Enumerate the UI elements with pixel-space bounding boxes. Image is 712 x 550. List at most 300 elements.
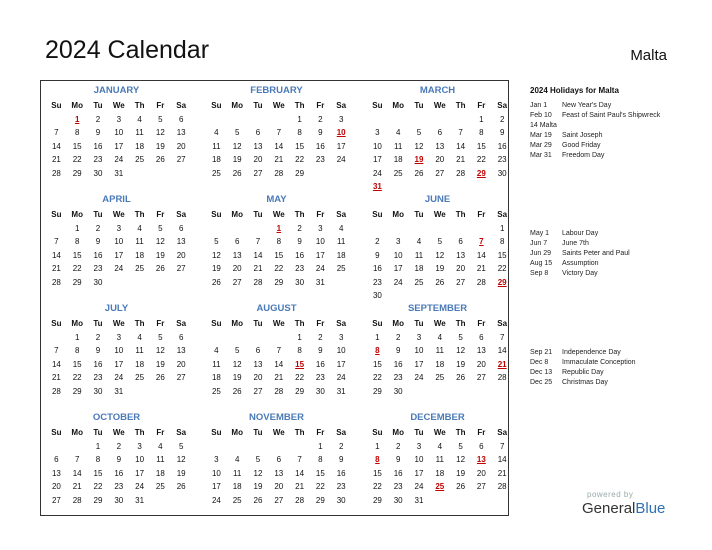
month-september bbox=[367, 302, 513, 398]
day-cell: 19 bbox=[176, 468, 186, 478]
weekday-label: Tu bbox=[93, 319, 103, 328]
week-row bbox=[367, 289, 513, 303]
day-cell bbox=[171, 167, 192, 181]
day-cell: 17 bbox=[114, 359, 124, 369]
day-cell bbox=[471, 494, 492, 508]
day-cell: 18 bbox=[135, 359, 145, 369]
weekday-label: Fr bbox=[316, 428, 325, 437]
week-row bbox=[46, 358, 192, 372]
month-january bbox=[46, 84, 192, 180]
day-cell: 11 bbox=[233, 468, 242, 478]
day-cell: 23 bbox=[393, 373, 403, 382]
weekday-label: Su bbox=[372, 101, 383, 110]
month-april bbox=[46, 193, 192, 289]
week-row bbox=[206, 126, 352, 140]
day-cell: 24 bbox=[414, 373, 424, 382]
day-cell: 16 bbox=[315, 359, 325, 369]
holiday-date: Aug 15 bbox=[530, 260, 553, 267]
day-cell: 9 bbox=[95, 237, 101, 246]
day-cell: 4 bbox=[437, 332, 443, 342]
weekday-label: We bbox=[433, 428, 446, 437]
week-row bbox=[367, 331, 513, 345]
day-cell: 4 bbox=[158, 441, 163, 451]
weekday-label: Th bbox=[134, 210, 145, 219]
day-cell: 4 bbox=[214, 346, 219, 355]
day-cell bbox=[248, 113, 269, 127]
day-cell: 6 bbox=[458, 237, 463, 246]
day-cell bbox=[471, 222, 492, 236]
day-cell: 11 bbox=[135, 237, 144, 246]
brand-blue: Blue bbox=[635, 500, 666, 517]
day-cell: 1 bbox=[375, 332, 380, 342]
day-cell: 15 bbox=[315, 468, 325, 478]
day-cell: 5 bbox=[178, 441, 184, 451]
day-cell bbox=[388, 180, 409, 194]
day-cell: 13 bbox=[476, 346, 486, 355]
week-row bbox=[46, 126, 192, 140]
day-cell: 26 bbox=[155, 155, 165, 164]
day-cell: 17 bbox=[336, 141, 346, 151]
holiday-list bbox=[530, 101, 705, 161]
day-cell: 12 bbox=[232, 141, 242, 151]
weekday-label: Mo bbox=[231, 101, 243, 110]
day-cell: 6 bbox=[178, 332, 184, 342]
holiday-day-cell: 19 bbox=[414, 155, 424, 164]
holiday-date: 14 Malta bbox=[530, 122, 557, 129]
day-cell: 5 bbox=[158, 223, 163, 233]
day-cell: 5 bbox=[416, 128, 422, 137]
day-cell: 18 bbox=[414, 264, 424, 273]
weekday-label: Th bbox=[134, 319, 145, 328]
day-cell: 18 bbox=[155, 468, 165, 478]
day-cell: 2 bbox=[95, 332, 101, 342]
day-cell: 16 bbox=[315, 141, 325, 151]
week-row bbox=[206, 358, 352, 372]
day-cell: 2 bbox=[297, 223, 302, 233]
day-cell: 30 bbox=[93, 277, 103, 287]
day-cell: 17 bbox=[372, 155, 382, 164]
day-cell: 30 bbox=[114, 495, 124, 505]
holiday-name: Independence Day bbox=[562, 349, 621, 356]
day-cell: 26 bbox=[232, 386, 242, 396]
day-cell: 24 bbox=[114, 155, 124, 164]
day-cell: 16 bbox=[114, 468, 124, 478]
day-cell: 8 bbox=[276, 237, 282, 246]
weekday-label: Fr bbox=[156, 428, 165, 437]
day-cell bbox=[388, 289, 409, 303]
weekday-label: Th bbox=[455, 210, 466, 219]
day-cell: 11 bbox=[414, 250, 424, 260]
weekday-header bbox=[367, 208, 513, 222]
weekday-header bbox=[46, 317, 192, 331]
month-name: NOVEMBER bbox=[249, 412, 304, 423]
day-cell bbox=[409, 385, 430, 399]
week-row bbox=[206, 371, 352, 385]
weekday-label: Sa bbox=[176, 319, 187, 328]
day-cell: 16 bbox=[93, 250, 103, 260]
day-cell: 26 bbox=[176, 482, 186, 491]
week-row bbox=[206, 249, 352, 263]
day-cell: 24 bbox=[414, 482, 424, 491]
day-cell: 8 bbox=[318, 455, 323, 464]
day-cell: 20 bbox=[176, 359, 186, 369]
month-name: JULY bbox=[104, 303, 129, 314]
weekday-label: Su bbox=[211, 210, 222, 219]
day-cell: 13 bbox=[253, 359, 263, 369]
day-cell bbox=[248, 440, 269, 454]
day-cell: 28 bbox=[497, 373, 507, 382]
day-cell bbox=[46, 113, 67, 127]
day-cell: 16 bbox=[93, 141, 103, 151]
week-row bbox=[367, 480, 513, 494]
day-cell: 25 bbox=[393, 168, 403, 178]
day-cell bbox=[150, 385, 171, 399]
day-cell: 1 bbox=[318, 441, 323, 451]
day-cell: 1 bbox=[74, 332, 80, 342]
holiday-date: Jun 29 bbox=[530, 250, 552, 257]
day-cell: 1 bbox=[375, 441, 380, 451]
day-cell: 27 bbox=[176, 373, 186, 382]
week-row bbox=[46, 222, 192, 236]
day-cell: 3 bbox=[416, 441, 422, 451]
holiday-day-cell: 29 bbox=[497, 277, 507, 287]
day-cell: 22 bbox=[274, 264, 284, 273]
day-cell: 14 bbox=[476, 250, 486, 260]
day-cell: 21 bbox=[456, 155, 466, 164]
week-row bbox=[206, 222, 352, 236]
holiday-item bbox=[530, 151, 705, 161]
day-cell: 11 bbox=[156, 455, 165, 464]
day-cell: 19 bbox=[232, 373, 242, 382]
weekday-label: Sa bbox=[176, 210, 187, 219]
day-cell: 26 bbox=[435, 277, 445, 287]
day-cell bbox=[367, 113, 388, 127]
day-cell: 27 bbox=[456, 277, 466, 287]
day-cell: 9 bbox=[395, 455, 401, 464]
holiday-item bbox=[530, 141, 705, 151]
day-cell: 18 bbox=[135, 250, 145, 260]
holiday-day-cell: 13 bbox=[476, 455, 486, 464]
weekday-label: Sa bbox=[176, 101, 187, 110]
weekday-label: Sa bbox=[336, 428, 347, 437]
day-cell: 24 bbox=[393, 277, 403, 287]
holiday-name: Saints Peter and Paul bbox=[562, 250, 630, 257]
day-cell bbox=[108, 276, 129, 290]
weekday-label: Mo bbox=[231, 319, 243, 328]
holiday-list bbox=[530, 348, 705, 388]
day-cell: 6 bbox=[255, 128, 261, 137]
day-cell: 29 bbox=[72, 168, 82, 178]
day-cell bbox=[268, 331, 289, 345]
day-cell: 5 bbox=[214, 237, 219, 246]
day-cell: 27 bbox=[51, 495, 61, 505]
day-cell: 18 bbox=[135, 141, 145, 151]
day-cell: 15 bbox=[72, 141, 82, 151]
day-cell: 22 bbox=[372, 373, 382, 382]
day-cell: 14 bbox=[51, 250, 61, 260]
day-cell: 1 bbox=[74, 223, 80, 233]
weekday-label: Mo bbox=[231, 428, 243, 437]
day-cell: 11 bbox=[212, 141, 221, 151]
day-cell: 19 bbox=[253, 482, 263, 491]
generalblue-logo[interactable] bbox=[582, 500, 665, 517]
holiday-date: Feb 10 bbox=[530, 112, 552, 119]
day-cell: 4 bbox=[137, 332, 142, 342]
day-cell: 19 bbox=[456, 359, 466, 369]
weekday-label: Tu bbox=[253, 101, 263, 110]
week-row bbox=[367, 344, 513, 358]
day-cell: 30 bbox=[336, 495, 346, 505]
week-row bbox=[46, 113, 192, 127]
day-cell: 23 bbox=[315, 373, 325, 382]
week-row bbox=[46, 494, 192, 508]
day-cell: 21 bbox=[497, 468, 507, 478]
day-cell: 15 bbox=[372, 468, 382, 478]
holiday-item bbox=[530, 121, 705, 131]
holiday-day-cell: 8 bbox=[375, 455, 380, 464]
month-july bbox=[46, 302, 192, 398]
week-row bbox=[367, 453, 513, 467]
day-cell: 25 bbox=[135, 373, 145, 382]
day-cell: 11 bbox=[337, 237, 346, 246]
day-cell: 7 bbox=[255, 237, 261, 246]
weekday-label: We bbox=[433, 101, 446, 110]
day-cell bbox=[227, 331, 248, 345]
week-row bbox=[367, 494, 513, 508]
week-row bbox=[367, 249, 513, 263]
day-cell: 22 bbox=[72, 373, 82, 382]
day-cell: 15 bbox=[295, 141, 305, 151]
day-cell bbox=[450, 289, 471, 303]
weekday-label: Fr bbox=[477, 428, 486, 437]
day-cell: 9 bbox=[297, 237, 302, 246]
holiday-date: May 1 bbox=[530, 230, 550, 237]
month-name: SEPTEMBER bbox=[407, 303, 468, 314]
day-cell: 3 bbox=[116, 332, 122, 342]
day-cell: 17 bbox=[336, 359, 346, 369]
week-row bbox=[206, 153, 352, 167]
month-may bbox=[206, 193, 352, 289]
weekday-label: Mo bbox=[71, 210, 83, 219]
day-cell: 16 bbox=[393, 359, 403, 369]
day-cell: 29 bbox=[72, 277, 82, 287]
day-cell: 12 bbox=[155, 346, 165, 355]
day-cell: 8 bbox=[499, 237, 505, 246]
day-cell: 6 bbox=[479, 441, 484, 451]
weekday-header bbox=[206, 426, 352, 440]
day-cell: 7 bbox=[499, 332, 505, 342]
day-cell: 21 bbox=[295, 482, 305, 491]
day-cell: 24 bbox=[336, 155, 346, 164]
month-name: DECEMBER bbox=[410, 412, 465, 423]
day-cell: 6 bbox=[54, 455, 59, 464]
holiday-name: Saint Joseph bbox=[562, 132, 603, 139]
day-cell: 15 bbox=[274, 250, 284, 260]
week-row bbox=[46, 467, 192, 481]
day-cell: 20 bbox=[476, 359, 486, 369]
day-cell bbox=[171, 494, 192, 508]
day-cell bbox=[248, 222, 269, 236]
day-cell bbox=[46, 331, 67, 345]
day-cell: 10 bbox=[114, 346, 124, 355]
weekday-label: Fr bbox=[477, 101, 486, 110]
day-cell: 2 bbox=[395, 441, 401, 451]
day-cell: 24 bbox=[315, 264, 325, 273]
day-cell: 3 bbox=[318, 223, 323, 233]
weekday-label: Mo bbox=[71, 319, 83, 328]
day-cell: 12 bbox=[155, 128, 165, 137]
day-cell: 29 bbox=[72, 386, 82, 396]
day-cell: 14 bbox=[72, 468, 82, 478]
day-cell bbox=[206, 113, 227, 127]
day-cell bbox=[492, 385, 513, 399]
day-cell: 25 bbox=[135, 264, 145, 273]
weekday-label: Su bbox=[211, 428, 222, 437]
day-cell: 21 bbox=[274, 155, 284, 164]
day-cell: 28 bbox=[274, 168, 284, 178]
day-cell: 26 bbox=[253, 495, 263, 505]
day-cell: 20 bbox=[51, 482, 61, 491]
day-cell bbox=[331, 276, 352, 290]
holiday-name: Good Friday bbox=[562, 142, 601, 149]
day-cell: 17 bbox=[393, 264, 403, 273]
month-name: JUNE bbox=[424, 194, 451, 205]
day-cell: 22 bbox=[372, 482, 382, 491]
day-cell: 3 bbox=[395, 237, 401, 246]
day-cell: 2 bbox=[95, 114, 101, 124]
day-cell: 15 bbox=[497, 250, 507, 260]
weekday-label: We bbox=[112, 210, 125, 219]
weekday-label: Tu bbox=[93, 210, 103, 219]
day-cell bbox=[450, 113, 471, 127]
weekday-label: Su bbox=[51, 428, 62, 437]
weekday-label: Th bbox=[134, 428, 145, 437]
day-cell: 10 bbox=[211, 468, 221, 478]
holiday-day-cell: 29 bbox=[476, 168, 486, 178]
day-cell: 31 bbox=[114, 386, 124, 396]
day-cell: 13 bbox=[176, 237, 186, 246]
day-cell: 12 bbox=[253, 468, 263, 478]
day-cell bbox=[150, 167, 171, 181]
day-cell: 8 bbox=[297, 346, 302, 355]
weekday-label: We bbox=[112, 101, 125, 110]
day-cell bbox=[129, 385, 150, 399]
day-cell: 7 bbox=[297, 455, 302, 464]
day-cell: 14 bbox=[51, 141, 61, 151]
month-march bbox=[367, 84, 513, 194]
day-cell: 15 bbox=[476, 141, 486, 151]
day-cell: 17 bbox=[114, 141, 124, 151]
week-row bbox=[206, 331, 352, 345]
day-cell bbox=[331, 167, 352, 181]
day-cell bbox=[227, 222, 248, 236]
day-cell: 1 bbox=[297, 332, 302, 342]
day-cell bbox=[206, 440, 227, 454]
day-cell: 16 bbox=[93, 359, 103, 369]
day-cell bbox=[248, 331, 269, 345]
weekday-label: Su bbox=[211, 319, 222, 328]
week-row bbox=[46, 480, 192, 494]
month-name: MAY bbox=[266, 194, 287, 205]
weekday-label: Su bbox=[372, 428, 383, 437]
day-cell: 6 bbox=[178, 223, 184, 233]
holiday-day-cell: 15 bbox=[295, 359, 305, 369]
day-cell: 23 bbox=[295, 264, 305, 273]
day-cell bbox=[310, 167, 331, 181]
weekday-header bbox=[206, 99, 352, 113]
weekday-label: We bbox=[112, 428, 125, 437]
month-name: MARCH bbox=[419, 85, 456, 96]
day-cell bbox=[429, 180, 450, 194]
day-cell: 27 bbox=[274, 495, 284, 505]
day-cell: 13 bbox=[274, 468, 284, 478]
day-cell: 6 bbox=[255, 346, 261, 355]
day-cell: 21 bbox=[51, 264, 61, 273]
day-cell: 29 bbox=[93, 495, 103, 505]
holiday-date: Sep 8 bbox=[530, 270, 549, 277]
weekday-label: We bbox=[112, 319, 125, 328]
day-cell: 1 bbox=[297, 114, 302, 124]
holiday-date: Jan 1 bbox=[530, 102, 548, 109]
day-cell bbox=[206, 331, 227, 345]
week-row bbox=[206, 167, 352, 181]
day-cell: 9 bbox=[318, 128, 323, 137]
holiday-item bbox=[530, 239, 705, 249]
day-cell: 3 bbox=[338, 332, 344, 342]
day-cell: 12 bbox=[456, 455, 466, 464]
day-cell: 9 bbox=[95, 128, 101, 137]
day-cell: 28 bbox=[274, 386, 284, 396]
weekday-label: Mo bbox=[392, 319, 404, 328]
day-cell: 26 bbox=[414, 168, 424, 178]
day-cell: 15 bbox=[93, 468, 103, 478]
day-cell: 2 bbox=[395, 332, 401, 342]
day-cell: 24 bbox=[372, 168, 382, 178]
day-cell bbox=[289, 440, 310, 454]
day-cell: 4 bbox=[395, 128, 401, 137]
day-cell: 8 bbox=[74, 128, 80, 137]
day-cell bbox=[471, 385, 492, 399]
holiday-name: New Year's Day bbox=[562, 102, 612, 109]
day-cell: 10 bbox=[135, 455, 145, 464]
day-cell: 11 bbox=[135, 128, 144, 137]
day-cell: 18 bbox=[393, 155, 403, 164]
day-cell: 3 bbox=[416, 332, 422, 342]
day-cell: 25 bbox=[232, 495, 242, 505]
day-cell: 11 bbox=[212, 359, 221, 369]
day-cell bbox=[450, 222, 471, 236]
day-cell: 13 bbox=[176, 128, 186, 137]
weekday-label: Fr bbox=[156, 101, 165, 110]
weekday-label: Su bbox=[372, 319, 383, 328]
day-cell: 30 bbox=[315, 386, 325, 396]
day-cell bbox=[367, 222, 388, 236]
day-cell: 12 bbox=[176, 455, 186, 464]
day-cell: 7 bbox=[276, 128, 282, 137]
week-row bbox=[367, 222, 513, 236]
weekday-label: We bbox=[272, 319, 285, 328]
day-cell: 26 bbox=[155, 264, 165, 273]
month-february bbox=[206, 84, 352, 180]
day-cell bbox=[171, 385, 192, 399]
weekday-label: Th bbox=[294, 101, 305, 110]
month-name: OCTOBER bbox=[92, 412, 141, 423]
week-row bbox=[206, 494, 352, 508]
day-cell: 14 bbox=[295, 468, 305, 478]
holiday-date: Sep 21 bbox=[530, 349, 553, 356]
day-cell: 17 bbox=[135, 468, 145, 478]
day-cell: 7 bbox=[54, 128, 59, 137]
